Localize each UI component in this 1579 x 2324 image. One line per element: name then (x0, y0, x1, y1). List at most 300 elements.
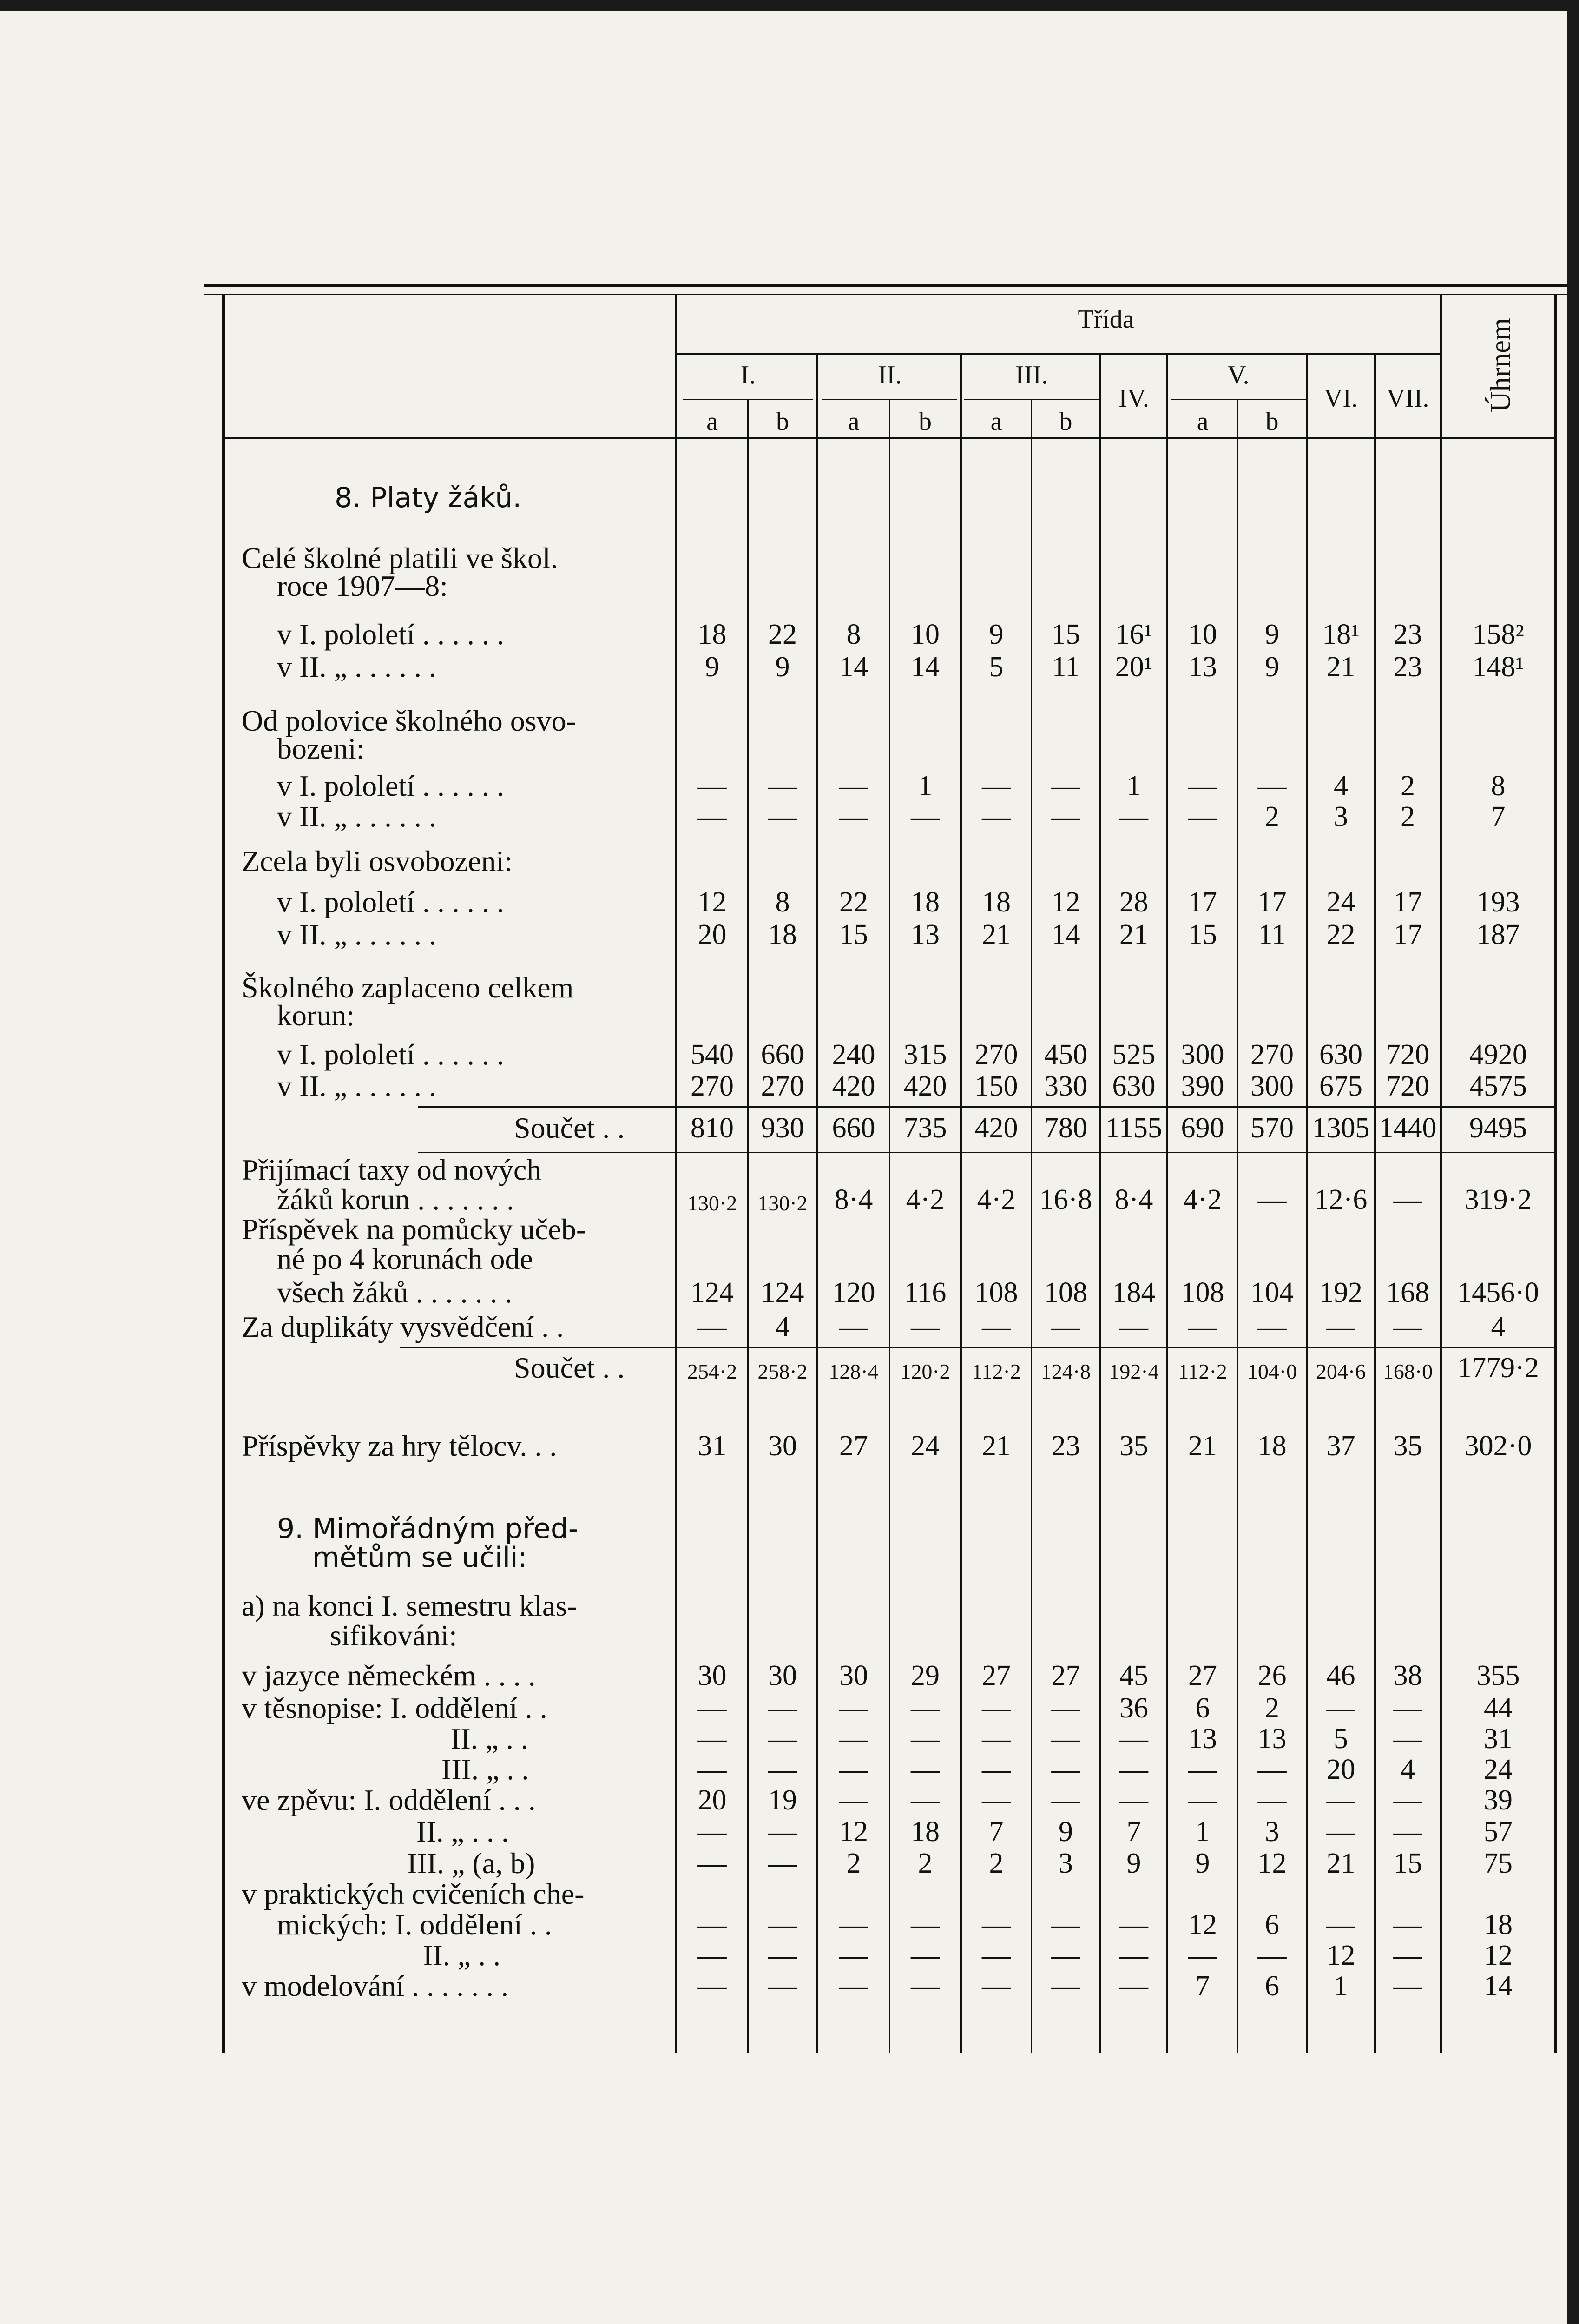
cell-r28-c11: — (1393, 1940, 1422, 1971)
row-label: v I. pololetí . . . . . . (277, 769, 504, 802)
cell-r29-c4: — (911, 1970, 940, 2002)
cell-r18-c10: 37 (1326, 1430, 1355, 1462)
cell-r12-c8: 390 (1181, 1070, 1224, 1102)
cell-r26-c1: — (697, 1848, 727, 1879)
cell-r18-c4: 24 (911, 1430, 940, 1462)
cell-r16-c8: — (1188, 1311, 1217, 1343)
cell-r2-c11: 23 (1393, 619, 1422, 650)
cell-r3-c11: 23 (1393, 651, 1422, 683)
cell-r2-c7: 16¹ (1115, 619, 1153, 650)
row-label: v II. „ . . . . . . (277, 650, 437, 683)
cell-r25-c1: — (697, 1816, 727, 1848)
cell-r17-c12: 1779·2 (1457, 1352, 1539, 1384)
cell-r9-c1: 20 (697, 919, 727, 951)
cell-r22-c1: — (697, 1723, 727, 1755)
cell-r11-c3: 240 (832, 1039, 875, 1070)
row-label: Školného zaplaceno celkem (242, 971, 574, 1004)
cell-r2-c6: 15 (1051, 619, 1080, 650)
cell-r16-c10: — (1326, 1311, 1355, 1343)
cell-r25-c7: 7 (1126, 1816, 1141, 1848)
cell-r28-c6: — (1051, 1940, 1080, 1971)
cell-r29-c10: 1 (1334, 1970, 1348, 2002)
cell-r29-c7: — (1119, 1970, 1148, 2002)
cell-r23-c10: 20 (1326, 1754, 1355, 1785)
cell-r20-c1: 30 (697, 1660, 727, 1691)
cell-r14-c6: 16·8 (1039, 1184, 1092, 1215)
cell-r27-c11: — (1393, 1909, 1422, 1941)
right-border (1554, 294, 1557, 2053)
header-sub-b: b (919, 407, 932, 436)
cell-r25-c8: 1 (1195, 1816, 1210, 1848)
cell-r21-c6: — (1051, 1692, 1080, 1724)
section-9-title-cont: mětům se učili: (312, 1541, 527, 1574)
cell-r6-c3: — (839, 801, 868, 832)
cell-r15-c3: 120 (832, 1277, 875, 1308)
cell-r22-c11: — (1393, 1723, 1422, 1755)
cell-r25-c10: — (1326, 1816, 1355, 1848)
cell-r23-c6: — (1051, 1754, 1080, 1785)
cell-r25-c12: 57 (1484, 1816, 1513, 1848)
cell-r11-c10: 630 (1319, 1039, 1362, 1070)
row-label: II. „ . . (451, 1722, 529, 1755)
top-rule-thin (204, 294, 1567, 295)
cell-r26-c11: 15 (1393, 1848, 1422, 1879)
cell-r9-c2: 18 (768, 919, 797, 951)
header-trida: Třída (1078, 305, 1134, 334)
cell-r20-c5: 27 (982, 1660, 1011, 1691)
header-sub-b: b (776, 407, 789, 436)
cell-r13-c2: 930 (761, 1112, 804, 1144)
cell-r2-c10: 18¹ (1322, 619, 1360, 650)
cell-r26-c9: 12 (1257, 1848, 1287, 1879)
cell-r23-c3: — (839, 1754, 868, 1785)
cell-r8-c1: 12 (697, 886, 727, 918)
cell-r29-c12: 14 (1484, 1970, 1513, 2002)
cell-r26-c12: 75 (1484, 1848, 1513, 1879)
sum-rule-3 (400, 1347, 1554, 1348)
cell-r18-c5: 21 (982, 1430, 1011, 1462)
header-sub-b: b (1059, 407, 1072, 436)
cell-r5-c4: 1 (918, 770, 933, 802)
cell-r5-c7: 1 (1126, 770, 1141, 802)
row-label: Celé školné platili ve škol. (242, 541, 558, 574)
cell-r24-c4: — (911, 1784, 940, 1816)
cell-r11-c2: 660 (761, 1039, 804, 1070)
cell-r3-c2: 9 (775, 651, 790, 683)
cell-r27-c10: — (1326, 1909, 1355, 1941)
cell-r13-c6: 780 (1044, 1112, 1087, 1144)
cell-r20-c4: 29 (911, 1660, 940, 1691)
cell-r12-c10: 675 (1319, 1070, 1362, 1102)
cell-r11-c5: 270 (974, 1039, 1018, 1070)
cell-r11-c7: 525 (1112, 1039, 1156, 1070)
cell-r13-c12: 9495 (1469, 1112, 1527, 1144)
cell-r26-c8: 9 (1195, 1848, 1210, 1879)
cell-r14-c7: 8·4 (1114, 1184, 1153, 1215)
cell-r11-c4: 315 (903, 1039, 947, 1070)
header-sub-a: a (848, 407, 860, 436)
cell-r22-c6: — (1051, 1723, 1080, 1755)
row-label: v jazyce německém . . . . (242, 1659, 536, 1692)
header-class-III: III. (1015, 361, 1048, 390)
cell-r21-c4: — (911, 1692, 940, 1724)
row-label: ve zpěvu: I. oddělení . . . (242, 1783, 536, 1816)
cell-r5-c8: — (1188, 770, 1217, 802)
cell-r15-c4: 116 (904, 1277, 947, 1308)
cell-r24-c10: — (1326, 1784, 1355, 1816)
cell-r18-c12: 302·0 (1464, 1430, 1532, 1462)
cell-r25-c4: 18 (911, 1816, 940, 1848)
cell-r29-c8: 7 (1195, 1970, 1210, 2002)
cell-r3-c6: 11 (1052, 651, 1080, 683)
cell-r14-c4: 4·2 (906, 1184, 945, 1215)
cell-r3-c8: 13 (1188, 651, 1217, 683)
cell-r21-c5: — (982, 1692, 1011, 1724)
cell-r17-c8: 112·2 (1178, 1360, 1227, 1383)
cell-r26-c3: 2 (846, 1848, 861, 1879)
cell-r8-c2: 8 (775, 886, 790, 918)
cell-r24-c11: — (1393, 1784, 1422, 1816)
cell-r16-c1: — (697, 1311, 727, 1343)
cell-r8-c12: 193 (1476, 886, 1520, 918)
cell-r15-c8: 108 (1181, 1277, 1224, 1308)
cell-r28-c2: — (768, 1940, 797, 1971)
cell-r29-c5: — (982, 1970, 1011, 2002)
cell-r25-c9: 3 (1265, 1816, 1279, 1848)
row-label: Příspěvky za hry tělocv. . . (242, 1429, 557, 1462)
section-8-title: 8. Platy žáků. (335, 482, 522, 514)
cell-r24-c9: — (1257, 1784, 1287, 1816)
cell-r20-c12: 355 (1476, 1660, 1520, 1691)
cell-r11-c1: 540 (691, 1039, 734, 1070)
cell-r15-c1: 124 (691, 1277, 734, 1308)
cell-r24-c2: 19 (768, 1784, 797, 1816)
cell-r6-c11: 2 (1401, 801, 1415, 832)
cell-r26-c7: 9 (1126, 1848, 1141, 1879)
cell-r14-c12: 319·2 (1464, 1184, 1532, 1215)
cell-r17-c7: 192·4 (1109, 1360, 1159, 1383)
cell-r5-c11: 2 (1401, 770, 1415, 802)
row-label: v I. pololetí . . . . . . (277, 618, 504, 651)
cell-r24-c7: — (1119, 1784, 1148, 1816)
cell-r6-c8: — (1188, 801, 1217, 832)
row-label: v praktických cvičeních che- (242, 1877, 585, 1910)
cell-r23-c5: — (982, 1754, 1011, 1785)
cell-r11-c8: 300 (1181, 1039, 1224, 1070)
cell-r6-c10: 3 (1334, 801, 1348, 832)
cell-r15-c12: 1456·0 (1457, 1277, 1539, 1308)
cell-r20-c6: 27 (1051, 1660, 1080, 1691)
row-label: II. „ . . . (416, 1815, 509, 1848)
header-class-V: V. (1227, 361, 1250, 390)
cell-r6-c2: — (768, 801, 797, 832)
cell-r29-c1: — (697, 1970, 727, 2002)
cell-r21-c12: 44 (1484, 1692, 1513, 1724)
cell-r8-c5: 18 (982, 886, 1011, 918)
cell-r21-c9: 2 (1265, 1692, 1279, 1724)
top-rule-thick (204, 284, 1567, 287)
cell-r8-c7: 28 (1119, 886, 1148, 918)
cell-r27-c7: — (1119, 1909, 1148, 1941)
cell-r9-c11: 17 (1393, 919, 1422, 951)
cell-r26-c4: 2 (918, 1848, 933, 1879)
cell-r17-c5: 112·2 (972, 1360, 1021, 1383)
cell-r5-c12: 8 (1491, 770, 1506, 802)
cell-r21-c2: — (768, 1692, 797, 1724)
cell-r14-c9: — (1257, 1184, 1287, 1215)
cell-r28-c4: — (911, 1940, 940, 1971)
row-label: Součet . . (514, 1111, 625, 1144)
header-class-VII: VII. (1386, 384, 1429, 413)
cell-r17-c9: 104·0 (1247, 1360, 1297, 1383)
cell-r12-c3: 420 (832, 1070, 875, 1102)
cell-r15-c7: 184 (1112, 1277, 1156, 1308)
cell-r14-c11: — (1393, 1184, 1422, 1215)
cell-r13-c9: 570 (1250, 1112, 1294, 1144)
row-label: korun: (277, 999, 355, 1032)
header-sub-b: b (1265, 407, 1279, 436)
cell-r28-c1: — (697, 1940, 727, 1971)
cell-r18-c8: 21 (1188, 1430, 1217, 1462)
cell-r17-c4: 120·2 (900, 1360, 950, 1383)
cell-r3-c7: 20¹ (1115, 651, 1153, 683)
row-label: Příspěvek na pomůcky učeb- (242, 1213, 586, 1246)
cell-r8-c3: 22 (839, 886, 868, 918)
cell-r27-c6: — (1051, 1909, 1080, 1941)
cell-r9-c5: 21 (982, 919, 1011, 951)
cell-r18-c9: 18 (1257, 1430, 1287, 1462)
cell-r29-c9: 6 (1265, 1970, 1279, 2002)
cell-r28-c10: 12 (1326, 1940, 1355, 1971)
row-label: né po 4 korunách ode (277, 1242, 533, 1275)
cell-r20-c3: 30 (839, 1660, 868, 1691)
cell-r16-c6: — (1051, 1311, 1080, 1343)
cell-r22-c8: 13 (1188, 1723, 1217, 1755)
cell-r24-c3: — (839, 1784, 868, 1816)
cell-r8-c10: 24 (1326, 886, 1355, 918)
row-label: sifikováni: (330, 1619, 457, 1652)
cell-r11-c12: 4920 (1469, 1039, 1527, 1070)
cell-r2-c3: 8 (846, 619, 861, 650)
cell-r22-c12: 31 (1484, 1723, 1513, 1755)
cell-r27-c9: 6 (1265, 1909, 1279, 1941)
cell-r9-c8: 15 (1188, 919, 1217, 951)
cell-r12-c9: 300 (1250, 1070, 1294, 1102)
cell-r22-c2: — (768, 1723, 797, 1755)
row-label: žáků korun . . . . . . . (277, 1183, 514, 1216)
cell-r5-c3: — (839, 770, 868, 802)
cell-r22-c7: — (1119, 1723, 1148, 1755)
cell-r17-c10: 204·6 (1316, 1360, 1366, 1383)
cell-r20-c9: 26 (1257, 1660, 1287, 1691)
cell-r12-c7: 630 (1112, 1070, 1156, 1102)
cell-r5-c9: — (1257, 770, 1287, 802)
cell-r16-c4: — (911, 1311, 940, 1343)
cell-r12-c4: 420 (903, 1070, 947, 1102)
cell-r22-c4: — (911, 1723, 940, 1755)
cell-r13-c4: 735 (903, 1112, 947, 1144)
cell-r28-c12: 12 (1484, 1940, 1513, 1971)
cell-r24-c1: 20 (697, 1784, 727, 1816)
cell-r5-c6: — (1051, 770, 1080, 802)
cell-r25-c5: 7 (989, 1816, 1004, 1848)
cell-r15-c6: 108 (1044, 1277, 1087, 1308)
cell-r3-c9: 9 (1265, 651, 1279, 683)
cell-r21-c10: — (1326, 1692, 1355, 1724)
cell-r23-c9: — (1257, 1754, 1287, 1785)
cell-r20-c7: 45 (1119, 1660, 1148, 1691)
cell-r22-c9: 13 (1257, 1723, 1287, 1755)
cell-r6-c7: — (1119, 801, 1148, 832)
cell-r6-c6: — (1051, 801, 1080, 832)
header-class-underline-5 (1171, 399, 1306, 400)
cell-r13-c3: 660 (832, 1112, 875, 1144)
cell-r12-c1: 270 (691, 1070, 734, 1102)
cell-r14-c1: 130·2 (687, 1191, 737, 1215)
cell-r23-c4: — (911, 1754, 940, 1785)
cell-r27-c3: — (839, 1909, 868, 1941)
cell-r21-c1: — (697, 1692, 727, 1724)
cell-r25-c6: 9 (1059, 1816, 1073, 1848)
cell-r8-c11: 17 (1393, 886, 1422, 918)
row-label: v I. pololetí . . . . . . (277, 1038, 504, 1071)
cell-r16-c3: — (839, 1311, 868, 1343)
cell-r18-c1: 31 (697, 1430, 727, 1462)
row-label: Součet . . (514, 1351, 625, 1384)
cell-r15-c2: 124 (761, 1277, 804, 1308)
cell-r24-c8: — (1188, 1784, 1217, 1816)
cell-r3-c10: 21 (1326, 651, 1355, 683)
cell-r12-c5: 150 (974, 1070, 1018, 1102)
cell-r13-c11: 1440 (1379, 1112, 1437, 1144)
row-label: a) na konci I. semestru klas- (242, 1589, 577, 1622)
cell-r8-c8: 17 (1188, 886, 1217, 918)
cell-r16-c12: 4 (1491, 1311, 1506, 1343)
cell-r9-c7: 21 (1119, 919, 1148, 951)
cell-r22-c3: — (839, 1723, 868, 1755)
cell-r22-c10: 5 (1334, 1723, 1348, 1755)
cell-r29-c2: — (768, 1970, 797, 2002)
header-class-VI: VI. (1323, 384, 1358, 413)
row-label: II. „ . . (423, 1939, 501, 1972)
cell-r16-c11: — (1393, 1311, 1422, 1343)
cell-r9-c10: 22 (1326, 919, 1355, 951)
cell-r3-c1: 9 (705, 651, 719, 683)
cell-r11-c6: 450 (1044, 1039, 1087, 1070)
section-9-title: 9. Mimořádným před- (277, 1512, 579, 1545)
cell-r16-c7: — (1119, 1311, 1148, 1343)
row-label: všech žáků . . . . . . . (277, 1276, 513, 1309)
cell-r12-c2: 270 (761, 1070, 804, 1102)
cell-r28-c3: — (839, 1940, 868, 1971)
cell-r13-c1: 810 (691, 1112, 734, 1144)
cell-r5-c2: — (768, 770, 797, 802)
cell-r27-c12: 18 (1484, 1909, 1513, 1941)
cell-r20-c10: 46 (1326, 1660, 1355, 1691)
row-label: Zcela byli osvobozeni: (242, 845, 513, 878)
cell-r26-c10: 21 (1326, 1848, 1355, 1879)
cell-r12-c6: 330 (1044, 1070, 1087, 1102)
row-label: Za duplikáty vysvědčení . . (242, 1310, 564, 1343)
header-sub-a: a (1197, 407, 1209, 436)
cell-r23-c8: — (1188, 1754, 1217, 1785)
scan-border-top (0, 0, 1579, 11)
cell-r15-c11: 168 (1386, 1277, 1429, 1308)
cell-r13-c5: 420 (974, 1112, 1018, 1144)
cell-r27-c1: — (697, 1909, 727, 1941)
cell-r17-c6: 124·8 (1040, 1360, 1091, 1383)
cell-r17-c3: 128·4 (829, 1360, 879, 1383)
cell-r15-c5: 108 (974, 1277, 1018, 1308)
cell-r3-c5: 5 (989, 651, 1004, 683)
cell-r12-c12: 4575 (1469, 1070, 1527, 1102)
cell-r14-c2: 130·2 (757, 1191, 808, 1215)
cell-r21-c11: — (1393, 1692, 1422, 1724)
cell-r14-c5: 4·2 (977, 1184, 1016, 1215)
cell-r18-c11: 35 (1393, 1430, 1422, 1462)
cell-r25-c2: — (768, 1816, 797, 1848)
cell-r24-c6: — (1051, 1784, 1080, 1816)
cell-r2-c5: 9 (989, 619, 1004, 650)
cell-r16-c5: — (982, 1311, 1011, 1343)
cell-r13-c10: 1305 (1312, 1112, 1370, 1144)
cell-r21-c7: 36 (1119, 1692, 1148, 1724)
cell-r9-c3: 15 (839, 919, 868, 951)
row-label: mických: I. oddělení . . (277, 1908, 552, 1941)
sum-rule-1 (418, 1106, 1554, 1108)
cell-r23-c1: — (697, 1754, 727, 1785)
row-label: v těsnopise: I. oddělení . . (242, 1691, 547, 1724)
cell-r11-c11: 720 (1386, 1039, 1429, 1070)
cell-r2-c12: 158² (1472, 619, 1524, 650)
cell-r15-c9: 104 (1250, 1277, 1294, 1308)
cell-r23-c2: — (768, 1754, 797, 1785)
cell-r2-c8: 10 (1188, 619, 1217, 650)
row-label: v modelování . . . . . . . (242, 1969, 509, 2002)
header-uhrnem: Úhrnem (1485, 317, 1517, 413)
sum-rule-2 (418, 1152, 1554, 1153)
cell-r29-c3: — (839, 1970, 868, 2002)
cell-r27-c4: — (911, 1909, 940, 1941)
row-label: v II. „ . . . . . . (277, 800, 437, 833)
row-label: v II. „ . . . . . . (277, 918, 437, 951)
header-sub-a: a (990, 407, 1002, 436)
cell-r21-c3: — (839, 1692, 868, 1724)
cell-r2-c2: 22 (768, 619, 797, 650)
cell-r27-c2: — (768, 1909, 797, 1941)
cell-r2-c1: 18 (697, 619, 727, 650)
cell-r20-c11: 38 (1393, 1660, 1422, 1691)
cell-r3-c3: 14 (839, 651, 868, 683)
cell-r12-c11: 720 (1386, 1070, 1429, 1102)
cell-r26-c6: 3 (1059, 1848, 1073, 1879)
cell-r6-c4: — (911, 801, 940, 832)
cell-r17-c11: 168·0 (1382, 1360, 1433, 1383)
cell-r3-c4: 14 (911, 651, 940, 683)
cell-r28-c9: — (1257, 1940, 1287, 1971)
cell-r27-c8: 12 (1188, 1909, 1217, 1941)
cell-r17-c1: 254·2 (687, 1360, 737, 1383)
cell-r21-c8: 6 (1195, 1692, 1210, 1724)
cell-r6-c1: — (697, 801, 727, 832)
header-trida-underline (675, 353, 1440, 355)
cell-r18-c7: 35 (1119, 1430, 1148, 1462)
cell-r6-c12: 7 (1491, 801, 1506, 832)
row-label: III. „ (a, b) (407, 1847, 535, 1880)
header-class-II: II. (878, 361, 902, 390)
cell-r24-c12: 39 (1484, 1784, 1513, 1816)
cell-r14-c10: 12·6 (1314, 1184, 1368, 1215)
